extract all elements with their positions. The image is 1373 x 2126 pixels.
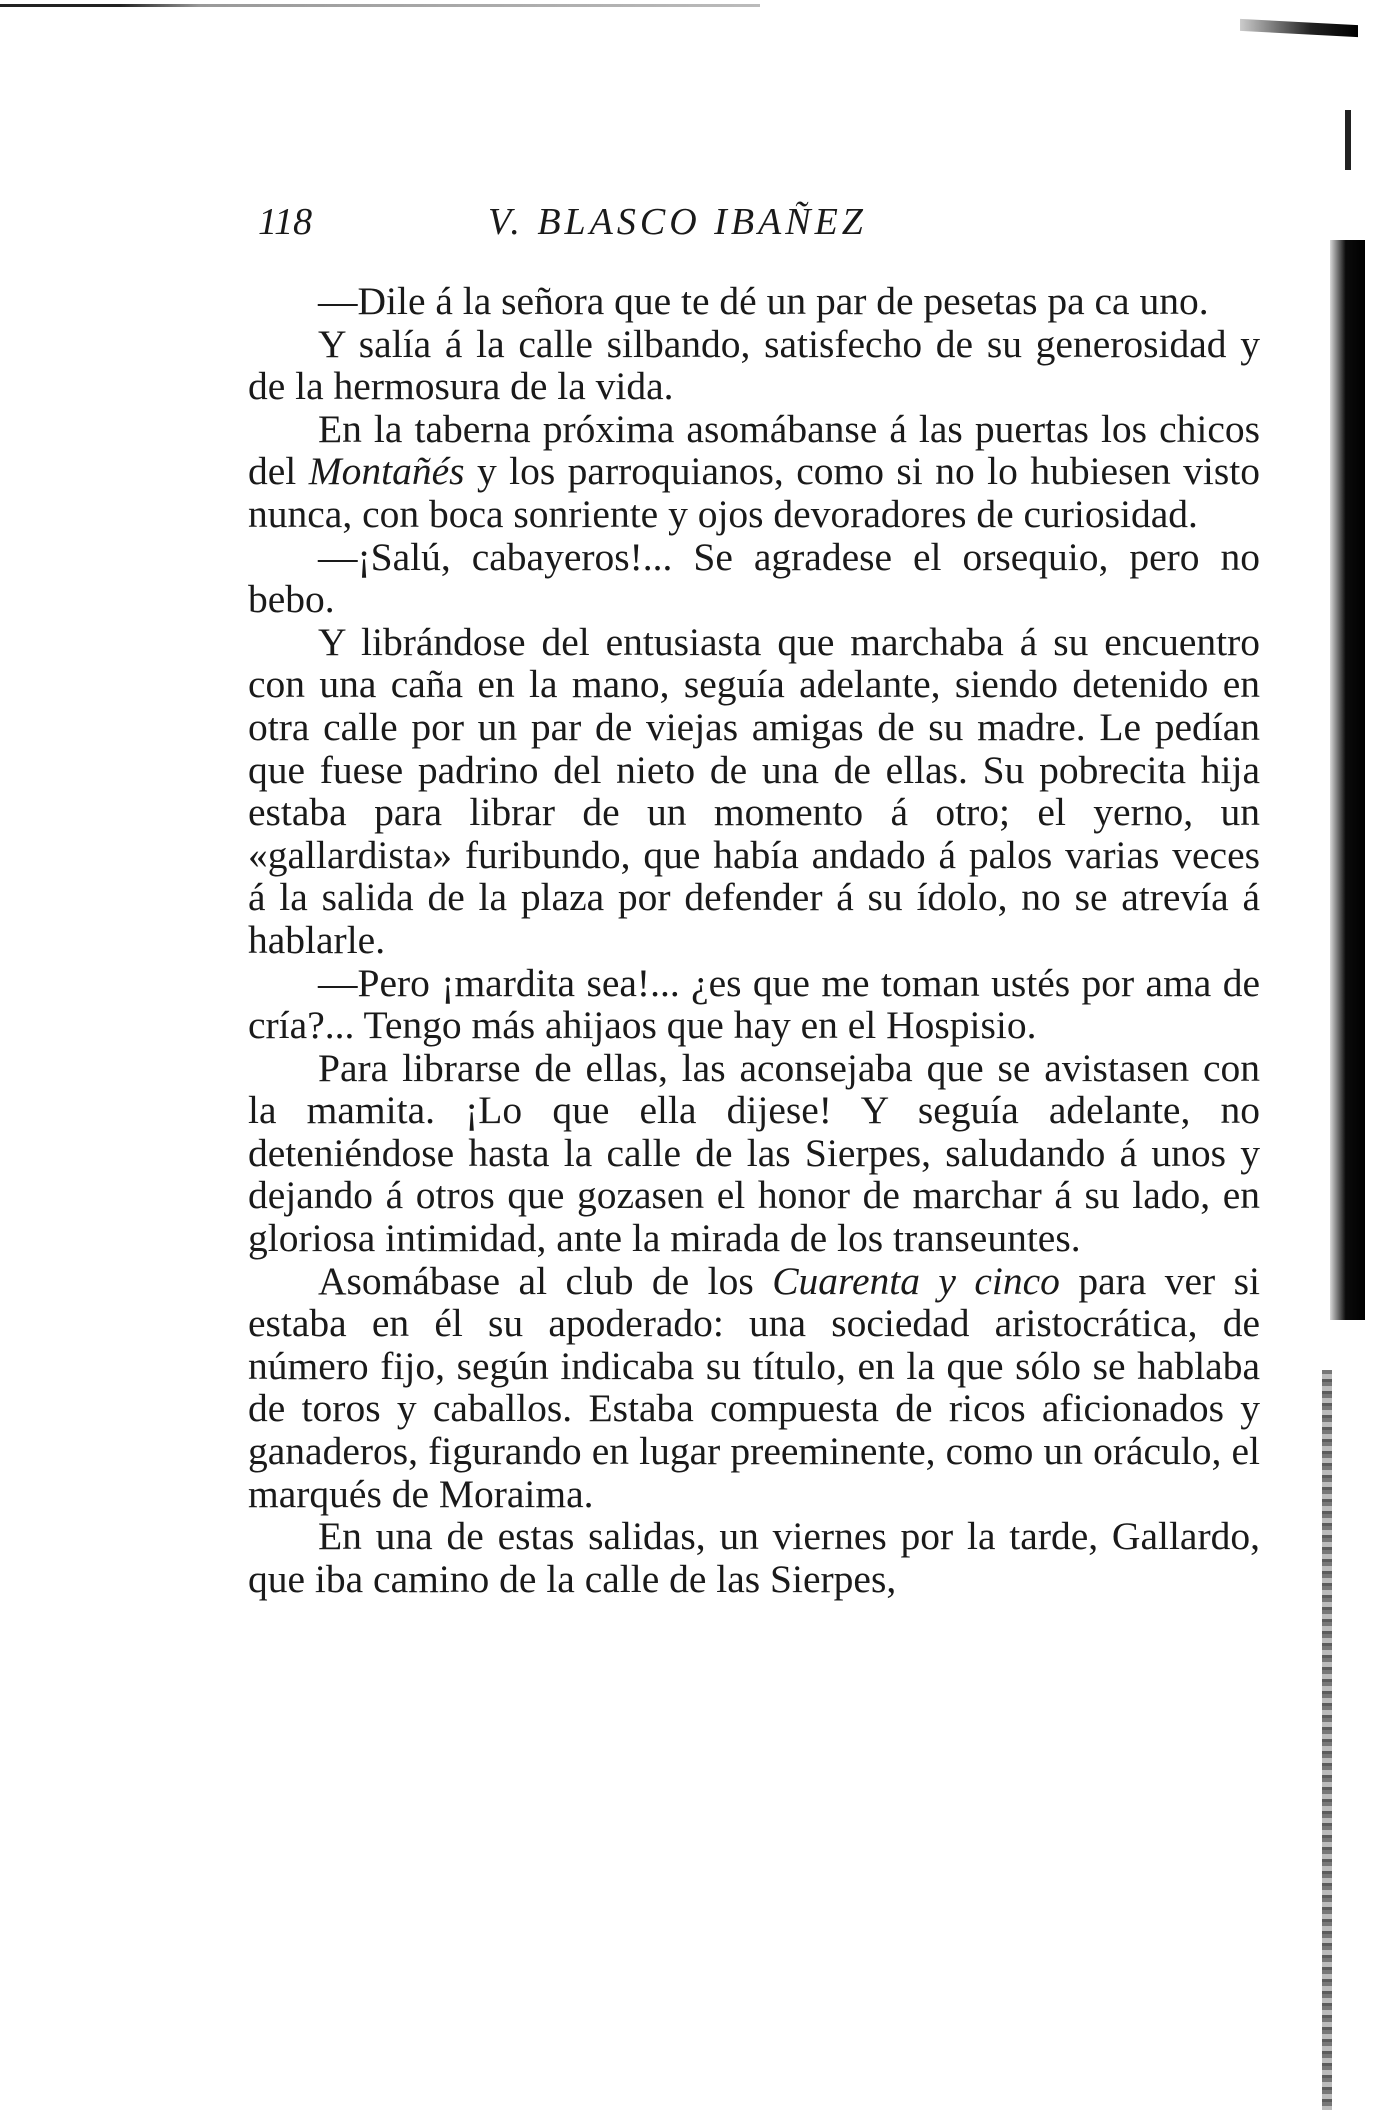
- text-run: Asomábase al club de los: [318, 1258, 773, 1303]
- running-head: V. BLASCO IBAÑEZ: [488, 201, 867, 243]
- italic-text: Cuarenta y cinco: [772, 1258, 1060, 1303]
- paragraph: —Dile á la señora que te dé un par de pesetas pa ca uno.: [318, 279, 1209, 323]
- text-run: para ver si estaba en él su apoderado: una sociedad aristocrática, de número fijo, según indicaba su título, en la que sólo se hablaba de toros y caballos. Estaba compuesta de ricos aficionados y ganaderos, figurando en lugar preeminente, como un oráculo, el marqués de Moraima.: [248, 1258, 1260, 1516]
- page-number: 118: [258, 201, 313, 243]
- scan-edge-top-right: [1240, 19, 1358, 37]
- paragraph: Y salía á la calle silbando, satisfecho de su generosidad y de la hermosura de la vida.: [248, 321, 1260, 409]
- italic-text: Montañés: [308, 449, 465, 494]
- text-run: y los parroquianos, como si no lo hubiesen visto nunca, con boca sonriente y ojos devoradores de curiosidad.: [248, 449, 1260, 536]
- paragraph: Y librándose del entusiasta que marchaba á su encuentro con una caña en la mano, seguía adelante, siendo detenido en otra calle por un par de viejas amigas de su madre. Le pedían que fuese padrino del nieto de una de ellas. Su pobrecita hija estaba para librar de un momento á otro; el yerno, un «gallardista» furibundo, que había andado á palos varias veces á la salida de la plaza por defender á su ídolo, no se atrevía á hablarle.: [248, 619, 1260, 962]
- scan-binding-shadow: [1330, 240, 1365, 1320]
- page-header: [248, 200, 1260, 280]
- scan-page-edge: [1322, 1370, 1332, 2110]
- body-text: [248, 280, 1260, 1600]
- paragraph: Para librarse de ellas, las aconsejaba que se avistasen con la mamita. ¡Lo que ella dijese! Y seguía adelante, no deteniéndose hasta la calle de las Sierpes, saludando á unos y dejando á otros que gozasen el honor de marchar á su lado, en gloriosa intimidad, ante la mirada de los transeuntes.: [248, 1045, 1260, 1261]
- scan-edge-top: [0, 4, 760, 7]
- paragraph: [248, 408, 1260, 536]
- paragraph: En una de estas salidas, un viernes por la tarde, Gallardo, que iba camino de la calle de las Sierpes,: [248, 1514, 1260, 1601]
- text-run: En la taberna próxima asomábanse á las puertas los chicos del: [248, 406, 1260, 494]
- paragraph: —Pero ¡mardita sea!... ¿es que me toman ustés por ama de cría?... Tengo más ahijaos que hay en el Hospisio.: [248, 960, 1260, 1048]
- book-page: [248, 200, 1260, 1600]
- scan-mark: [1345, 110, 1351, 170]
- paragraph: —¡Salú, cabayeros!... Se agradese el orsequio, pero no bebo.: [248, 534, 1260, 622]
- paragraph: [248, 1260, 1260, 1516]
